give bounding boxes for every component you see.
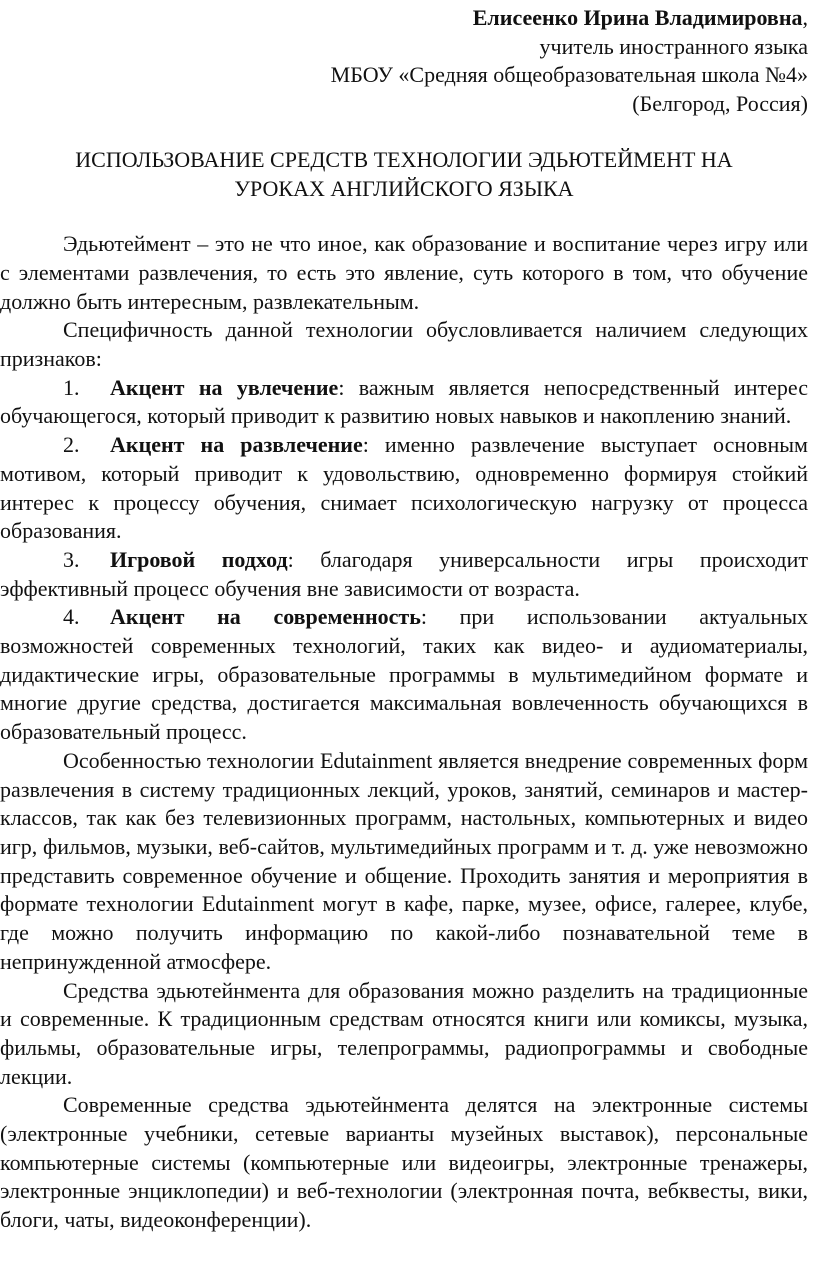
list-item-text: : благодаря универсальности игры происходит эффективный процесс обучения вне зависимости от возраста. bbox=[0, 546, 808, 601]
article-title bbox=[0, 146, 808, 203]
list-item-text: : именно развлечение выступает основным мотивом, который приводит к удовольствию, одновременно формируя стойкий интерес к процессу обучения, снимает психологическую нагрузку от процесса образования. bbox=[0, 432, 808, 544]
list-item-number: 4. bbox=[63, 604, 80, 630]
author-block bbox=[0, 4, 808, 119]
list-item-number: 1. bbox=[63, 374, 80, 400]
list-item-number: 3. bbox=[63, 546, 80, 572]
list-item-number: 2. bbox=[63, 432, 80, 458]
article-title-line-1: ИСПОЛЬЗОВАНИЕ СРЕДСТВ ТЕХНОЛОГИИ ЭДЬЮТЕЙМЕНТ НА bbox=[75, 146, 733, 172]
author-name-line bbox=[0, 4, 808, 33]
author-city: (Белгород, Россия) bbox=[632, 91, 808, 117]
paragraph-modern-means: Современные средства эдьютейнмента делятся на электронные системы (электронные учебники, сетевые варианты музейных выставок), персональные компьютерные системы (компьютерные или видеоигры, электронные тренажеры, электронные энциклопедии) и веб-технологии (электронная почта, вебквесты, вики, блоги, чаты, видеоконференции). bbox=[0, 1092, 808, 1233]
list-item bbox=[0, 374, 808, 431]
paragraph-features-intro: Специфичность данной технологии обусловливается наличием следующих признаков: bbox=[0, 317, 808, 372]
paragraph-edutainment-features: Особенностью технологии Edutainment является внедрение современных форм развлечения в систему традиционных лекций, уроков, занятий, семинаров и мастер-классов, так как без телевизионных программ, настольных, компьютерных и видео игр, фильмов, музыки, веб-сайтов, мультимедийных программ и т. д. уже невозможно представить современное обучение и общение. Проходить занятия и мероприятия в формате технологии Edutainment могут в кафе, парке, музее, офисе, галерее, клубе, где можно получить информацию по какой-либо познавательной теме в непринужденной атмосфере. bbox=[0, 747, 808, 974]
article-title-line-2: УРОКАХ АНГЛИЙСКОГО ЯЗЫКА bbox=[234, 175, 574, 201]
article-body bbox=[0, 230, 808, 1235]
list-item bbox=[0, 546, 808, 603]
list-item-text: : при использовании актуальных возможностей современных технологий, таких как видео- и аудиоматериалы, дидактические игры, образовательные программы в мультимедийном формате и многие другие средства, достигается максимальная вовлеченность обучающихся в образовательный процесс. bbox=[0, 604, 808, 745]
list-item-text: : важным является непосредственный интерес обучающегося, который приводит к развитию новых навыков и накоплению знаний. bbox=[0, 374, 809, 429]
author-comma: , bbox=[802, 5, 808, 30]
list-item-term: Акцент на развлечение bbox=[110, 432, 363, 458]
list-item-term: Игровой подход bbox=[110, 546, 288, 572]
author-name: Елисеенко Ирина Владимировна bbox=[472, 5, 803, 30]
list-item bbox=[0, 603, 808, 747]
paragraph-definition: Эдьютеймент – это не что иное, как образование и воспитание через игру или с элементами развлечения, то есть это явление, суть которого в том, что обучение должно быть интересным, развлекательным. bbox=[0, 231, 808, 314]
list-item bbox=[0, 431, 808, 546]
paragraph-traditional-means: Средства эдьютейнмента для образования можно разделить на традиционные и современные. К традиционным средствам относятся книги или комиксы, музыка, фильмы, образовательные игры, телепрограммы, радиопрограммы и свободные лекции. bbox=[0, 977, 808, 1089]
author-position: учитель иностранного языка bbox=[539, 33, 808, 59]
list-item-term: Акцент на современность bbox=[110, 604, 421, 630]
author-school: МБОУ «Средняя общеобразовательная школа №4» bbox=[330, 62, 808, 88]
list-item-term: Акцент на увлечение bbox=[110, 374, 339, 400]
